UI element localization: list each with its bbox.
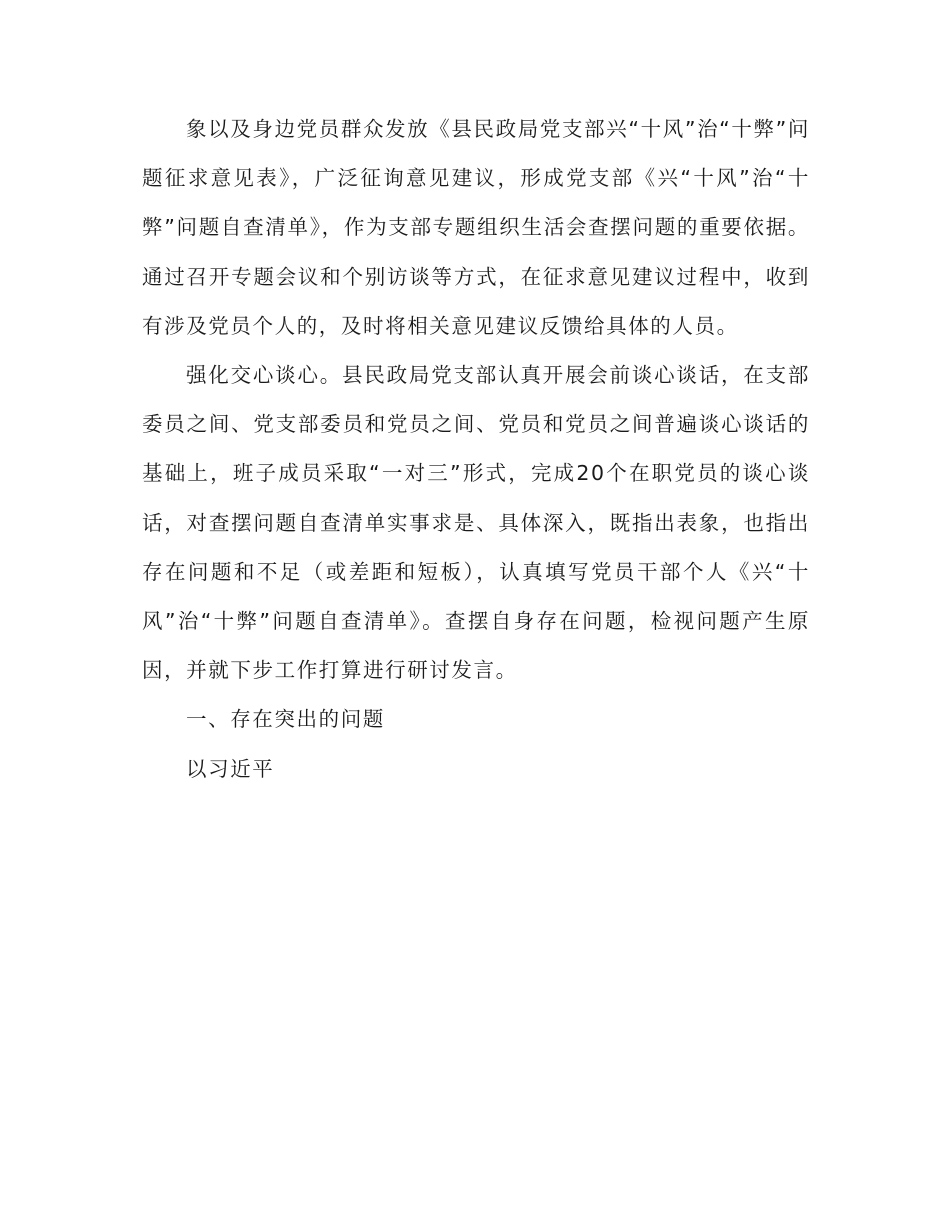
section-heading-problems: 一、存在突出的问题 [186, 707, 385, 732]
document-body [142, 105, 810, 794]
paragraph-heart-to-heart-talks: 强化交心谈心。县民政局党支部认真开展会前谈心谈话，在支部委员之间、党支部委员和党员之间、党员和党员之间普遍谈心谈话的基础上，班子成员采取“一对三”形式，完成20个在职党员的谈心谈话，对查摆问题自查清单实事求是、具体深入，既指出表象，也指出存在问题和不足（或差距和短板），认真填写党员干部个人《兴“十风”治“十弊”问题自查清单》。查摆自身存在问题，检视问题产生原因，并就下步工作打算进行研讨发言。 [142, 363, 810, 683]
paragraph-continuation: 象以及身边党员群众发放《县民政局党支部兴“十风”治“十弊”问题征求意见表》，广泛征询意见建议，形成党支部《兴“十风”治“十弊”问题自查清单》，作为支部专题组织生活会查摆问题的重要依据。通过召开专题会议和个别访谈等方式，在征求意见建议过程中，收到有涉及党员个人的，及时将相关意见建议反馈给具体的人员。 [142, 117, 810, 338]
paragraph-fragment: 以习近平 [186, 756, 275, 781]
